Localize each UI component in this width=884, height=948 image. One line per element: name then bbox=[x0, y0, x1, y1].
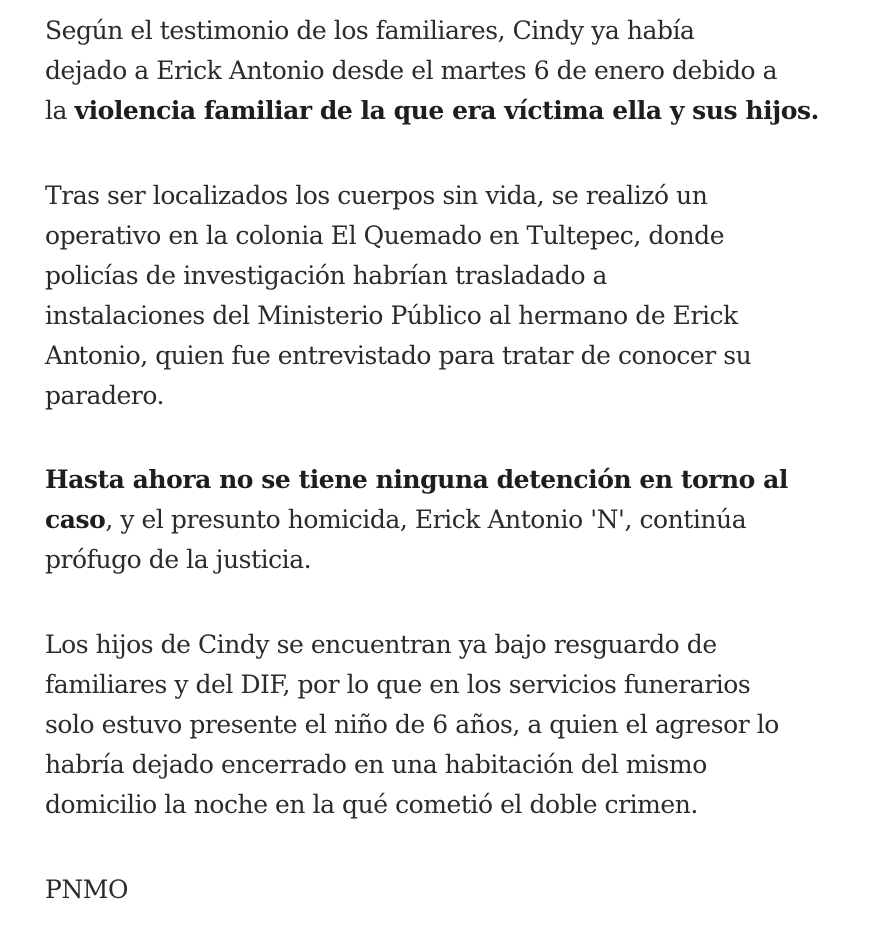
text-line: policías de investigación habrían trasladado a bbox=[45, 261, 608, 290]
text-line: domicilio la noche en la qué cometió el doble crimen. bbox=[45, 790, 698, 819]
author-signature bbox=[45, 870, 875, 910]
text-line: operativo en la colonia El Quemado en Tultepec, donde bbox=[45, 221, 725, 250]
text-line: prófugo de la justicia. bbox=[45, 545, 312, 574]
signature-text: PNMO bbox=[45, 875, 128, 904]
bold-emphasis: violencia familiar de la que era víctima ella y sus hijos. bbox=[74, 96, 819, 125]
text-line: paradero. bbox=[45, 381, 165, 410]
bold-emphasis: Hasta ahora no se tiene ninguna detención en torno al bbox=[45, 465, 788, 494]
text-line bbox=[45, 91, 875, 131]
text-line: Tras ser localizados los cuerpos sin vida, se realizó un bbox=[45, 181, 708, 210]
text-run: , y el presunto homicida, Erick Antonio 'N', continúa bbox=[105, 505, 747, 534]
text-line: dejado a Erick Antonio desde el martes 6 de enero debido a bbox=[45, 56, 778, 85]
text-run: la bbox=[45, 96, 75, 125]
text-line: habría dejado encerrado en una habitación del mismo bbox=[45, 750, 707, 779]
text-line: familiares y del DIF, por lo que en los servicios funerarios bbox=[45, 670, 751, 699]
bold-emphasis: caso bbox=[45, 505, 106, 534]
paragraph-family-testimony bbox=[45, 11, 875, 131]
text-line: instalaciones del Ministerio Público al hermano de Erick bbox=[45, 301, 738, 330]
paragraph-police-operation bbox=[45, 176, 875, 416]
paragraph-children-custody bbox=[45, 625, 875, 825]
text-line bbox=[45, 460, 875, 500]
paragraph-no-arrest bbox=[45, 460, 875, 580]
text-line bbox=[45, 500, 875, 540]
text-line: Los hijos de Cindy se encuentran ya bajo resguardo de bbox=[45, 630, 717, 659]
text-line: Según el testimonio de los familiares, Cindy ya había bbox=[45, 16, 695, 45]
text-line: Antonio, quien fue entrevistado para tratar de conocer su bbox=[45, 341, 752, 370]
text-line: solo estuvo presente el niño de 6 años, a quien el agresor lo bbox=[45, 710, 779, 739]
